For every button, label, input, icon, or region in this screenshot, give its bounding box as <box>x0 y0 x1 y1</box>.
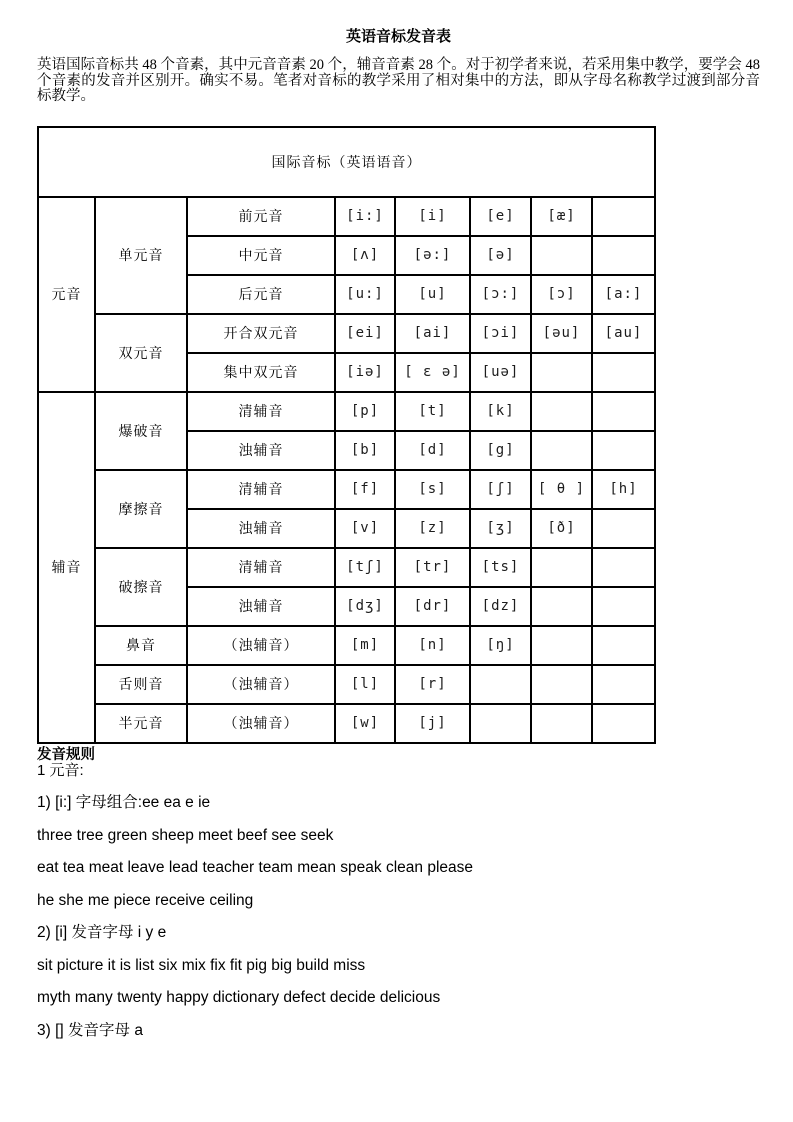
type-cell: 浊辅音 <box>187 587 335 626</box>
subcategory-cell-lateral: 舌则音 <box>95 665 187 704</box>
phoneme-cell <box>592 236 655 275</box>
phoneme-cell: [a:] <box>592 275 655 314</box>
phoneme-cell: [ɔi] <box>470 314 531 353</box>
table-row <box>38 314 655 353</box>
type-cell: 清辅音 <box>187 470 335 509</box>
phoneme-cell <box>531 704 592 743</box>
rule-line: 2) [i] 发音字母 i y e <box>37 924 167 941</box>
phoneme-cell: [g] <box>470 431 531 470</box>
phoneme-cell: [s] <box>395 470 470 509</box>
phoneme-cell: [w] <box>335 704 395 743</box>
phoneme-cell: [dʒ] <box>335 587 395 626</box>
type-cell: 清辅音 <box>187 392 335 431</box>
phoneme-cell <box>592 197 655 236</box>
phoneme-cell <box>470 704 531 743</box>
phoneme-cell: [ θ ] <box>531 470 592 509</box>
intro-paragraph: 英语国际音标共 48 个音素，其中元音音素 20 个，辅音音素 28 个。对于初学者来说，若采用集中教学，要学会 48 个音素的发音并区别开。确实不易。笔者对音标的教学采用了相对集中的方法，即从字母名称教学过渡到部分音标教学。 <box>37 57 760 104</box>
subcategory-cell-plosive: 爆破音 <box>95 392 187 470</box>
phoneme-cell: [ei] <box>335 314 395 353</box>
rule-example-words: sit picture it is list six mix fix fit pig big build miss <box>37 956 366 974</box>
table-title: 国际音标（英语语音） <box>38 127 655 197</box>
phoneme-cell <box>531 431 592 470</box>
type-cell: 开合双元音 <box>187 314 335 353</box>
table-row <box>38 548 655 587</box>
phoneme-cell <box>592 704 655 743</box>
table-row <box>38 470 655 509</box>
phoneme-cell <box>531 392 592 431</box>
phoneme-cell: [ʃ] <box>470 470 531 509</box>
phoneme-cell <box>470 665 531 704</box>
type-cell: 浊辅音 <box>187 431 335 470</box>
table-row <box>38 197 655 236</box>
phoneme-cell <box>531 665 592 704</box>
phoneme-cell: [ɔ:] <box>470 275 531 314</box>
phoneme-cell: [i:] <box>335 197 395 236</box>
rule-example-words: eat tea meat leave lead teacher team mean speak clean please <box>37 859 473 876</box>
phoneme-cell: [k] <box>470 392 531 431</box>
type-cell: （浊辅音） <box>187 665 335 704</box>
subcategory-cell-monophthong: 单元音 <box>95 197 187 314</box>
rule-example-words: myth many twenty happy dictionary defect decide delicious <box>37 989 441 1006</box>
rule-example-words: he she me piece receive ceiling <box>37 891 254 909</box>
phoneme-cell: [ʒ] <box>470 509 531 548</box>
phoneme-cell: [d] <box>395 431 470 470</box>
rules-heading: 发音规则 <box>37 746 95 763</box>
subcategory-cell-fricative: 摩擦音 <box>95 470 187 548</box>
type-cell: 中元音 <box>187 236 335 275</box>
subcategory-cell-diphthong: 双元音 <box>95 314 187 392</box>
rule-line: 3) [] 发音字母 a <box>37 1021 143 1039</box>
type-cell: （浊辅音） <box>187 704 335 743</box>
type-cell: 集中双元音 <box>187 353 335 392</box>
table-row <box>38 392 655 431</box>
subcategory-cell-affricate: 破擦音 <box>95 548 187 626</box>
phoneme-cell: [tr] <box>395 548 470 587</box>
phoneme-cell: [z] <box>395 509 470 548</box>
phoneme-cell: [p] <box>335 392 395 431</box>
type-cell: 前元音 <box>187 197 335 236</box>
phoneme-cell: [uə] <box>470 353 531 392</box>
phoneme-cell: [m] <box>335 626 395 665</box>
phoneme-cell: [i] <box>395 197 470 236</box>
phoneme-cell: [ŋ] <box>470 626 531 665</box>
phoneme-cell: [j] <box>395 704 470 743</box>
phoneme-cell: [u:] <box>335 275 395 314</box>
type-cell: （浊辅音） <box>187 626 335 665</box>
phoneme-cell: [tʃ] <box>335 548 395 587</box>
phoneme-cell: [iə] <box>335 353 395 392</box>
phoneme-cell <box>592 431 655 470</box>
phoneme-cell <box>531 353 592 392</box>
phoneme-cell: [ ɛ ə] <box>395 353 470 392</box>
phoneme-cell: [u] <box>395 275 470 314</box>
phoneme-cell: [æ] <box>531 197 592 236</box>
table-row <box>38 704 655 743</box>
phonetic-table <box>37 126 656 744</box>
phoneme-cell <box>592 548 655 587</box>
phoneme-cell: [b] <box>335 431 395 470</box>
rule-line: 1) [i:] 字母组合:ee ea e ie <box>37 794 211 811</box>
phoneme-cell: [ɔ] <box>531 275 592 314</box>
phoneme-cell <box>531 236 592 275</box>
rules-section-number: 1 元音: <box>37 761 84 779</box>
phoneme-cell: [ts] <box>470 548 531 587</box>
table-row <box>38 626 655 665</box>
phoneme-cell <box>592 665 655 704</box>
pronunciation-rules-section <box>37 748 760 1039</box>
category-cell-consonant: 辅音 <box>38 392 95 743</box>
phoneme-cell <box>531 587 592 626</box>
subcategory-cell-nasal: 鼻音 <box>95 626 187 665</box>
phoneme-cell: [f] <box>335 470 395 509</box>
phoneme-cell <box>531 548 592 587</box>
phoneme-cell: [n] <box>395 626 470 665</box>
type-cell: 后元音 <box>187 275 335 314</box>
phoneme-cell <box>592 626 655 665</box>
phoneme-cell: [ə:] <box>395 236 470 275</box>
table-header-row <box>38 127 655 197</box>
rule-example-words: three tree green sheep meet beef see seek <box>37 826 334 844</box>
phoneme-cell <box>592 353 655 392</box>
phoneme-cell: [dz] <box>470 587 531 626</box>
type-cell: 浊辅音 <box>187 509 335 548</box>
table-row <box>38 665 655 704</box>
phoneme-cell: [e] <box>470 197 531 236</box>
category-cell-vowel: 元音 <box>38 197 95 392</box>
phoneme-cell <box>592 587 655 626</box>
phoneme-cell <box>592 392 655 431</box>
page-title: 英语音标发音表 <box>345 29 451 45</box>
phoneme-cell: [ʌ] <box>335 236 395 275</box>
phoneme-cell: [v] <box>335 509 395 548</box>
phoneme-cell: [au] <box>592 314 655 353</box>
phoneme-cell: [h] <box>592 470 655 509</box>
phoneme-cell: [ai] <box>395 314 470 353</box>
subcategory-cell-semivowel: 半元音 <box>95 704 187 743</box>
phoneme-cell: [ð] <box>531 509 592 548</box>
phoneme-cell: [r] <box>395 665 470 704</box>
phoneme-cell: [dr] <box>395 587 470 626</box>
phoneme-cell <box>531 626 592 665</box>
phoneme-cell: [əu] <box>531 314 592 353</box>
phoneme-cell <box>592 509 655 548</box>
phoneme-cell: [t] <box>395 392 470 431</box>
phoneme-cell: [ə] <box>470 236 531 275</box>
type-cell: 清辅音 <box>187 548 335 587</box>
phoneme-cell: [l] <box>335 665 395 704</box>
